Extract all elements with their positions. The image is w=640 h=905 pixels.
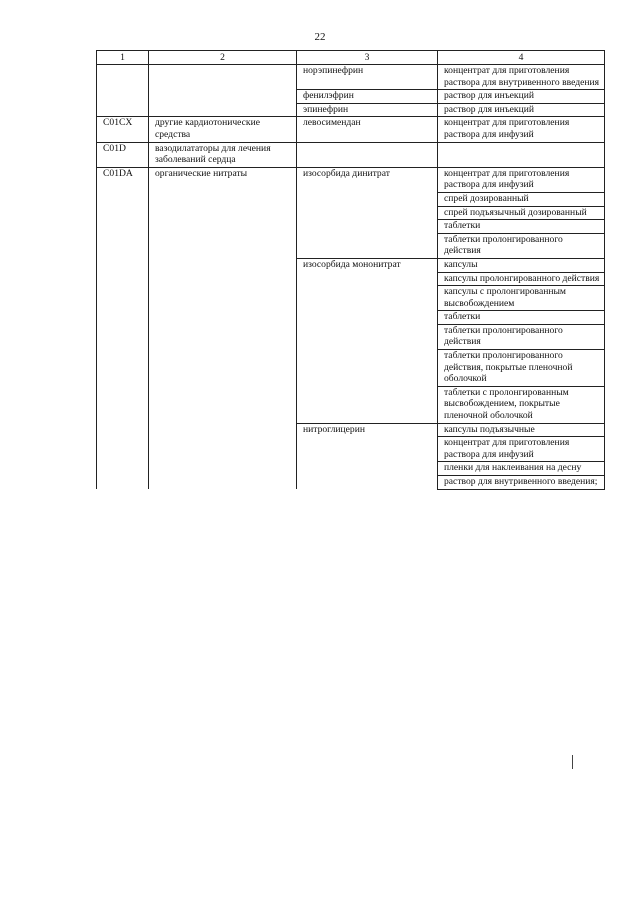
- column-header-4: 4: [438, 51, 605, 65]
- dosage-form: концентрат для приготовления раствора для инфузий: [438, 167, 605, 192]
- dosage-form: пленки для наклеивания на десну: [438, 462, 605, 476]
- drug-name: норэпинефрин: [297, 65, 438, 90]
- page-number: 22: [314, 31, 326, 43]
- dosage-form: раствор для внутривенного введения;: [438, 476, 605, 490]
- anatomical-group-name: [149, 65, 297, 117]
- table-row: [97, 142, 605, 167]
- anatomical-group-name: другие кардиотонические средства: [149, 117, 297, 142]
- drug-table: [96, 50, 605, 490]
- atc-code: C01D: [97, 142, 149, 167]
- dosage-form: таблетки с пролонгированным высвобождением, покрытые пленочной оболочкой: [438, 386, 605, 423]
- dosage-form: капсулы пролонгированного действия: [438, 272, 605, 286]
- table-row: [97, 117, 605, 142]
- dosage-form: концентрат для приготовления раствора для инфузий: [438, 437, 605, 462]
- atc-code: [97, 65, 149, 117]
- dosage-form: таблетки пролонгированного действия: [438, 324, 605, 349]
- dosage-form: капсулы подъязычные: [438, 423, 605, 437]
- anatomical-group-name: органические нитраты: [149, 167, 297, 489]
- drug-name: фенилэфрин: [297, 90, 438, 104]
- table-body: [97, 65, 605, 490]
- column-header-1: 1: [97, 51, 149, 65]
- drug-name: изосорбида динитрат: [297, 167, 438, 258]
- drug-name: левосимендан: [297, 117, 438, 142]
- column-header-3: 3: [297, 51, 438, 65]
- dosage-form: таблетки: [438, 311, 605, 325]
- table-row: [97, 65, 605, 90]
- atc-code: C01CX: [97, 117, 149, 142]
- dosage-form: концентрат для приготовления раствора для инфузий: [438, 117, 605, 142]
- dosage-form: таблетки пролонгированного действия, покрытые пленочной оболочкой: [438, 350, 605, 387]
- drug-name: [297, 142, 438, 167]
- dosage-form: концентрат для приготовления раствора для внутривенного введения: [438, 65, 605, 90]
- dosage-form: раствор для инъекций: [438, 103, 605, 117]
- atc-code: C01DA: [97, 167, 149, 489]
- dosage-form: капсулы с пролонгированным высвобождением: [438, 286, 605, 311]
- drug-name: нитроглицерин: [297, 423, 438, 489]
- dosage-form: спрей подъязычный дозированный: [438, 206, 605, 220]
- column-header-2: 2: [149, 51, 297, 65]
- dosage-form: раствор для инъекций: [438, 90, 605, 104]
- dosage-form: капсулы: [438, 258, 605, 272]
- margin-mark: [572, 755, 573, 769]
- dosage-form: таблетки пролонгированного действия: [438, 233, 605, 258]
- table-row: [97, 167, 605, 192]
- dosage-form: [438, 142, 605, 167]
- anatomical-group-name: вазодилататоры для лечения заболеваний сердца: [149, 142, 297, 167]
- drug-name: эпинефрин: [297, 103, 438, 117]
- drug-name: изосорбида мононитрат: [297, 258, 438, 423]
- dosage-form: таблетки: [438, 220, 605, 234]
- header-row: [97, 51, 605, 65]
- dosage-form: спрей дозированный: [438, 192, 605, 206]
